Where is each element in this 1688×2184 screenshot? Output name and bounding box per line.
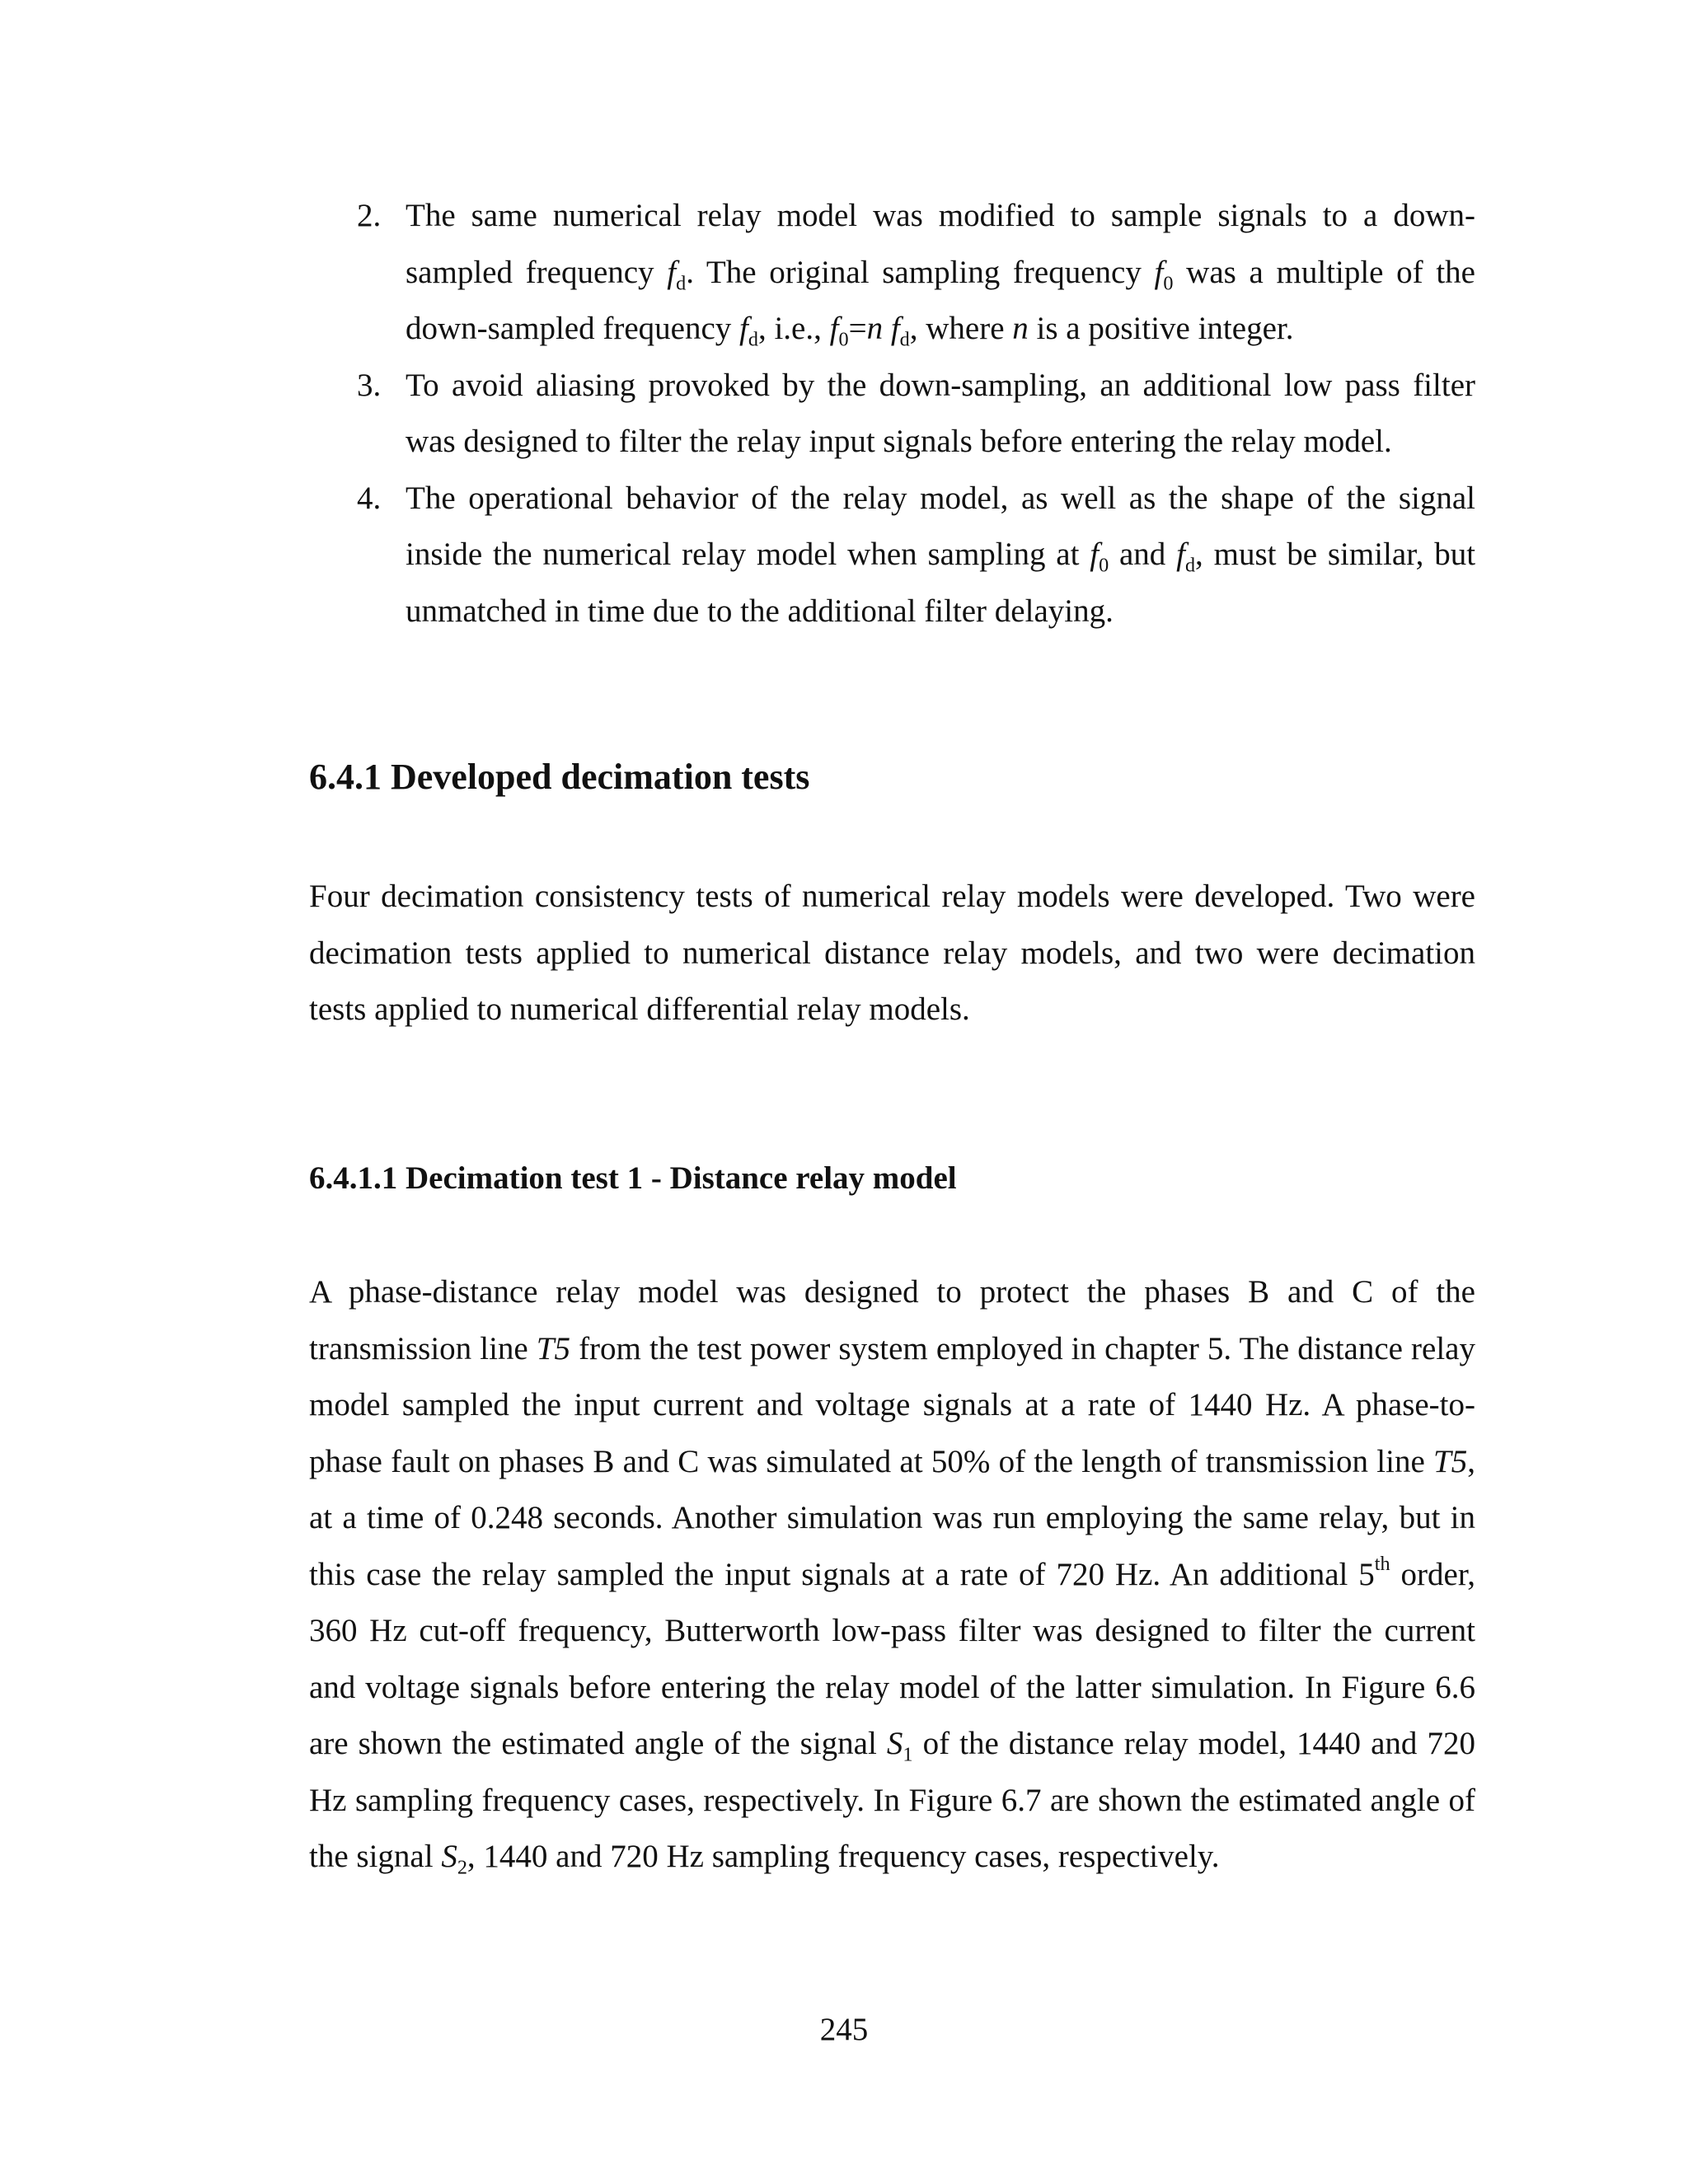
subscript: 0 [1163,271,1174,294]
subscript: 2 [457,1856,467,1879]
section-paragraph: Four decimation consistency tests of numerical relay models were developed. Two were decimation tests applied to numerical distance relay models, and two were decimation tests applied to numerical differential relay models. [309,879,1475,1027]
subscript: 0 [1099,554,1109,577]
list-item-number: 3. [357,367,382,403]
subsection-paragraph: A phase-distance relay model was designed to protect the phases B and C of the transmission line T5 from the test power system employed in chapter 5. The distance relay model sampled the input current and voltage signals at a rate of 1440 Hz. A phase-to-phase fault on phases B and C was simulated at 50% of the length of transmission line T5, at a time of 0.248 seconds. Another simulation was run employing the same relay, but in this case the relay sampled the input signals at a rate of 720 Hz. An additional 5th order, 360 Hz cut-off frequency, Butterworth low-pass filter was designed to filter the current and voltage signals before entering the relay model of the latter simulation. In Figure 6.6 are shown the estimated angle of the signal $S_1$ of the distance relay model, 1440 and 720 Hz sampling frequency cases, respectively. In Figure 6.7 are shown the estimated angle of the signal $S_2$, 1440 and 720 Hz sampling frequency cases, respectively. [309,1274,1475,1879]
subscript: 1 [903,1743,913,1766]
italic-symbol: f [829,311,839,346]
subsection-heading: 6.4.1.1 Decimation test 1 - Distance relay model [309,1160,957,1196]
italic-symbol: f [1154,254,1164,290]
italic-symbol: T5 [1433,1443,1468,1479]
list-item-number: 4. [357,480,382,516]
list-item [354,188,1475,358]
italic-symbol: f [739,311,748,346]
subscript: d [899,328,910,351]
italic-symbol: n f [866,311,900,346]
list-item [354,471,1475,640]
italic-symbol: T5 [536,1330,570,1366]
italic-symbol: S [441,1839,457,1874]
page-number: 245 [819,2012,869,2047]
subscript: 0 [838,328,849,351]
italic-symbol: S [886,1726,903,1761]
list-item-number: 2. [357,198,382,233]
list-item [354,358,1475,471]
subscript: d [676,271,687,294]
italic-symbol: f [1176,537,1185,572]
italic-symbol: f [667,254,677,290]
subscript: d [748,328,758,351]
list-item-text: To avoid aliasing provoked by the down-sampling, an additional low pass filter was designed to filter the relay input signals before entering the relay model. [406,367,1475,459]
subscript: d [1184,554,1196,577]
italic-symbol: f [1090,537,1100,572]
section-heading: 6.4.1 Developed decimation tests [309,757,810,797]
superscript: th [1374,1552,1390,1575]
list-item-text: The operational behavior of the relay model, as well as the shape of the signal inside the numerical relay model when sampling at $f_0$ and $f_d$, must be similar, but unmatched in time due to the additional filter delaying. [406,480,1476,629]
italic-symbol: n [1012,311,1029,346]
list-item-text: The same numerical relay model was modified to sample signals to a down-sampled frequency $f_d$. The original sampling frequency $f_0$ was a multiple of the down-sampled frequency $f_d$, i.e., $f_0=n$ $f_d$, where n is a positive integer. [406,198,1475,351]
numbered-list [354,188,1475,640]
